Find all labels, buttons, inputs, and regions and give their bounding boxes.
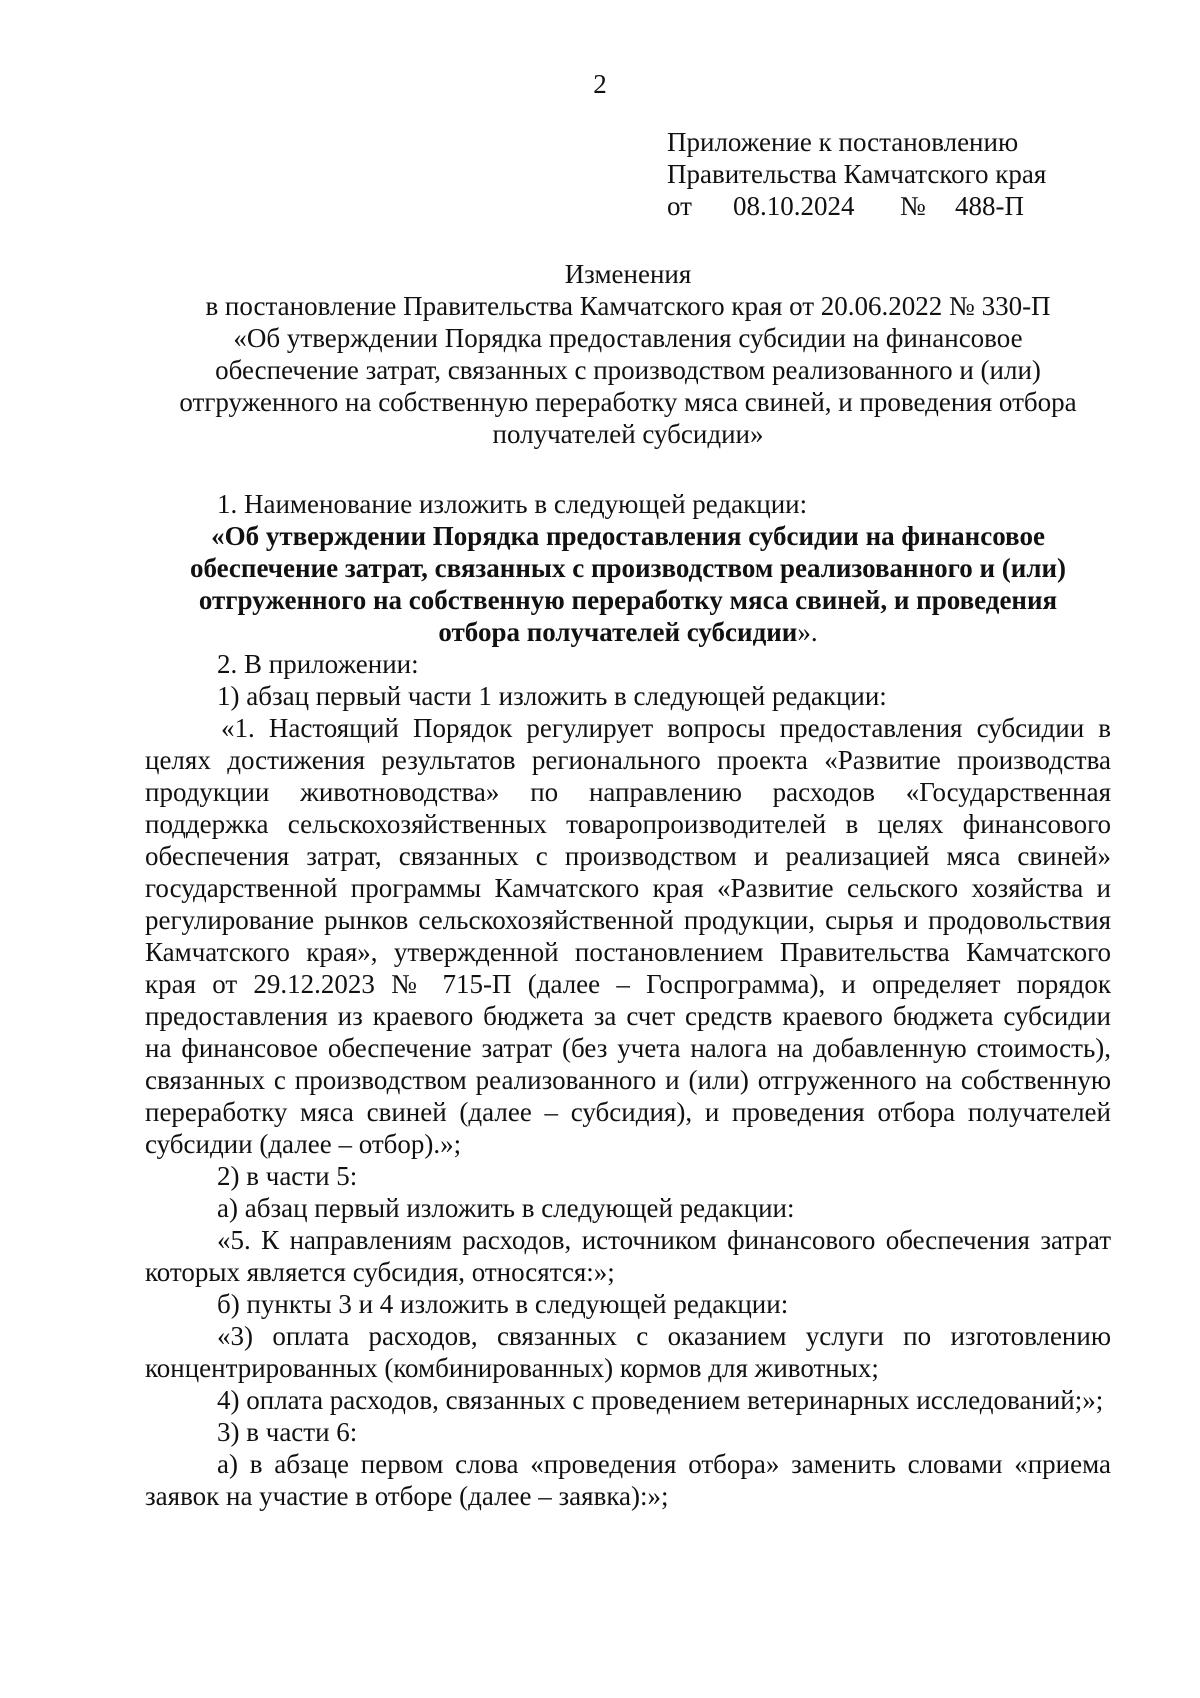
paragraph-item-2-2a: а) абзац первый изложить в следующей редакции:: [217, 1193, 795, 1223]
paragraph-quote-3: «3) оплата расходов, связанных с оказанием услуги по изготовлению концентрированных (комбинированных) кормов для животных;: [145, 1321, 1111, 1383]
bold-line-4-wrapper: [145, 616, 1111, 648]
bold-line-2: обеспечение затрат, связанных с производством реализованного и (или): [189, 553, 1067, 583]
page-number: 2: [593, 69, 607, 99]
bold-line-1: «Об утверждении Порядка предоставления субсидии на финансовое: [211, 521, 1045, 551]
paragraph-item-2: 2. В приложении:: [217, 649, 419, 679]
paragraph-item-2-1: 1) абзац первый части 1 изложить в следующей редакции:: [217, 681, 887, 711]
appendix-line-2: Правительства Камчатского края: [667, 159, 1047, 189]
title-line-3: «Об утверждении Порядка предоставления субсидии на финансовое: [233, 323, 1023, 353]
title-line-1: Изменения: [564, 259, 692, 289]
title-line-6: получателей субсидии»: [492, 419, 764, 449]
new-name-bold-block: [145, 520, 1111, 648]
title-line-5: отгруженного на собственную переработку мяса свиней, и проведения отбора: [179, 387, 1077, 417]
appendix-number-sign: №: [900, 191, 926, 221]
bold-line-4: отбора получателей субсидии: [438, 617, 798, 647]
paragraph-item-2-3a: а) в абзаце первом слова «проведения отбора» заменить словами «приема заявок на участие в отборе (далее – заявка):»;: [145, 1449, 1111, 1511]
title-line-4: обеспечение затрат, связанных с производством реализованного и (или): [215, 355, 1041, 385]
appendix-number: 488-П: [955, 191, 1024, 221]
paragraph-quote-5: «5. К направлениям расходов, источником финансового обеспечения затрат которых является субсидия, относятся:»;: [145, 1225, 1111, 1287]
paragraph-quote-4: 4) оплата расходов, связанных с проведением ветеринарных исследований;»;: [217, 1385, 1104, 1415]
appendix-from-label: от: [667, 191, 692, 221]
title-line-2: в постановление Правительства Камчатского края от 20.06.2022 № 330-П: [205, 291, 1051, 321]
appendix-line-1: Приложение к постановлению: [667, 127, 1019, 157]
paragraph-item-2-2b: б) пункты 3 и 4 изложить в следующей редакции:: [217, 1289, 789, 1319]
document-body: [145, 488, 1111, 1512]
bold-line-3: отгруженного на собственную переработку мяса свиней, и проведения: [198, 585, 1058, 615]
paragraph-item-2-3: 3) в части 6:: [217, 1417, 358, 1447]
paragraph-item-1: 1. Наименование изложить в следующей редакции:: [217, 489, 808, 519]
appendix-header: [667, 126, 1046, 222]
paragraph-quote-1: «1. Настоящий Порядок регулирует вопросы предоставления субсидии в целях достижения результатов регионального проекта «Развитие производства продукции животноводства» по направлению расходов «Государственная поддержка сельскохозяйственных товаропроизводителей в целях финансового обеспечения затрат, связанных с производством и реализацией мяса свиней» государственной программы Камчатского края «Развитие сельского хозяйства и регулирование рынков сельскохозяйственной продукции, сырья и продовольствия Камчатского края», утвержденной постановлением Правительства Камчатского края от 29.12.2023 № 715-П (далее – Госпрограмма), и определяет порядок предоставления из краевого бюджета за счет средств краевого бюджета субсидии на финансовое обеспечение затрат (без учета налога на добавленную стоимость), связанных с производством реализованного и (или) отгруженного на собственную переработку мяса свиней (далее – субсидия), и проведения отбора получателей субсидии (далее – отбор).»;: [145, 713, 1111, 1159]
document-title: [145, 258, 1111, 450]
paragraph-item-2-2: 2) в части 5:: [217, 1161, 358, 1191]
bold-close-quote: ».: [797, 617, 818, 647]
appendix-line-3: [667, 190, 1046, 222]
appendix-date: 08.10.2024: [733, 191, 855, 221]
